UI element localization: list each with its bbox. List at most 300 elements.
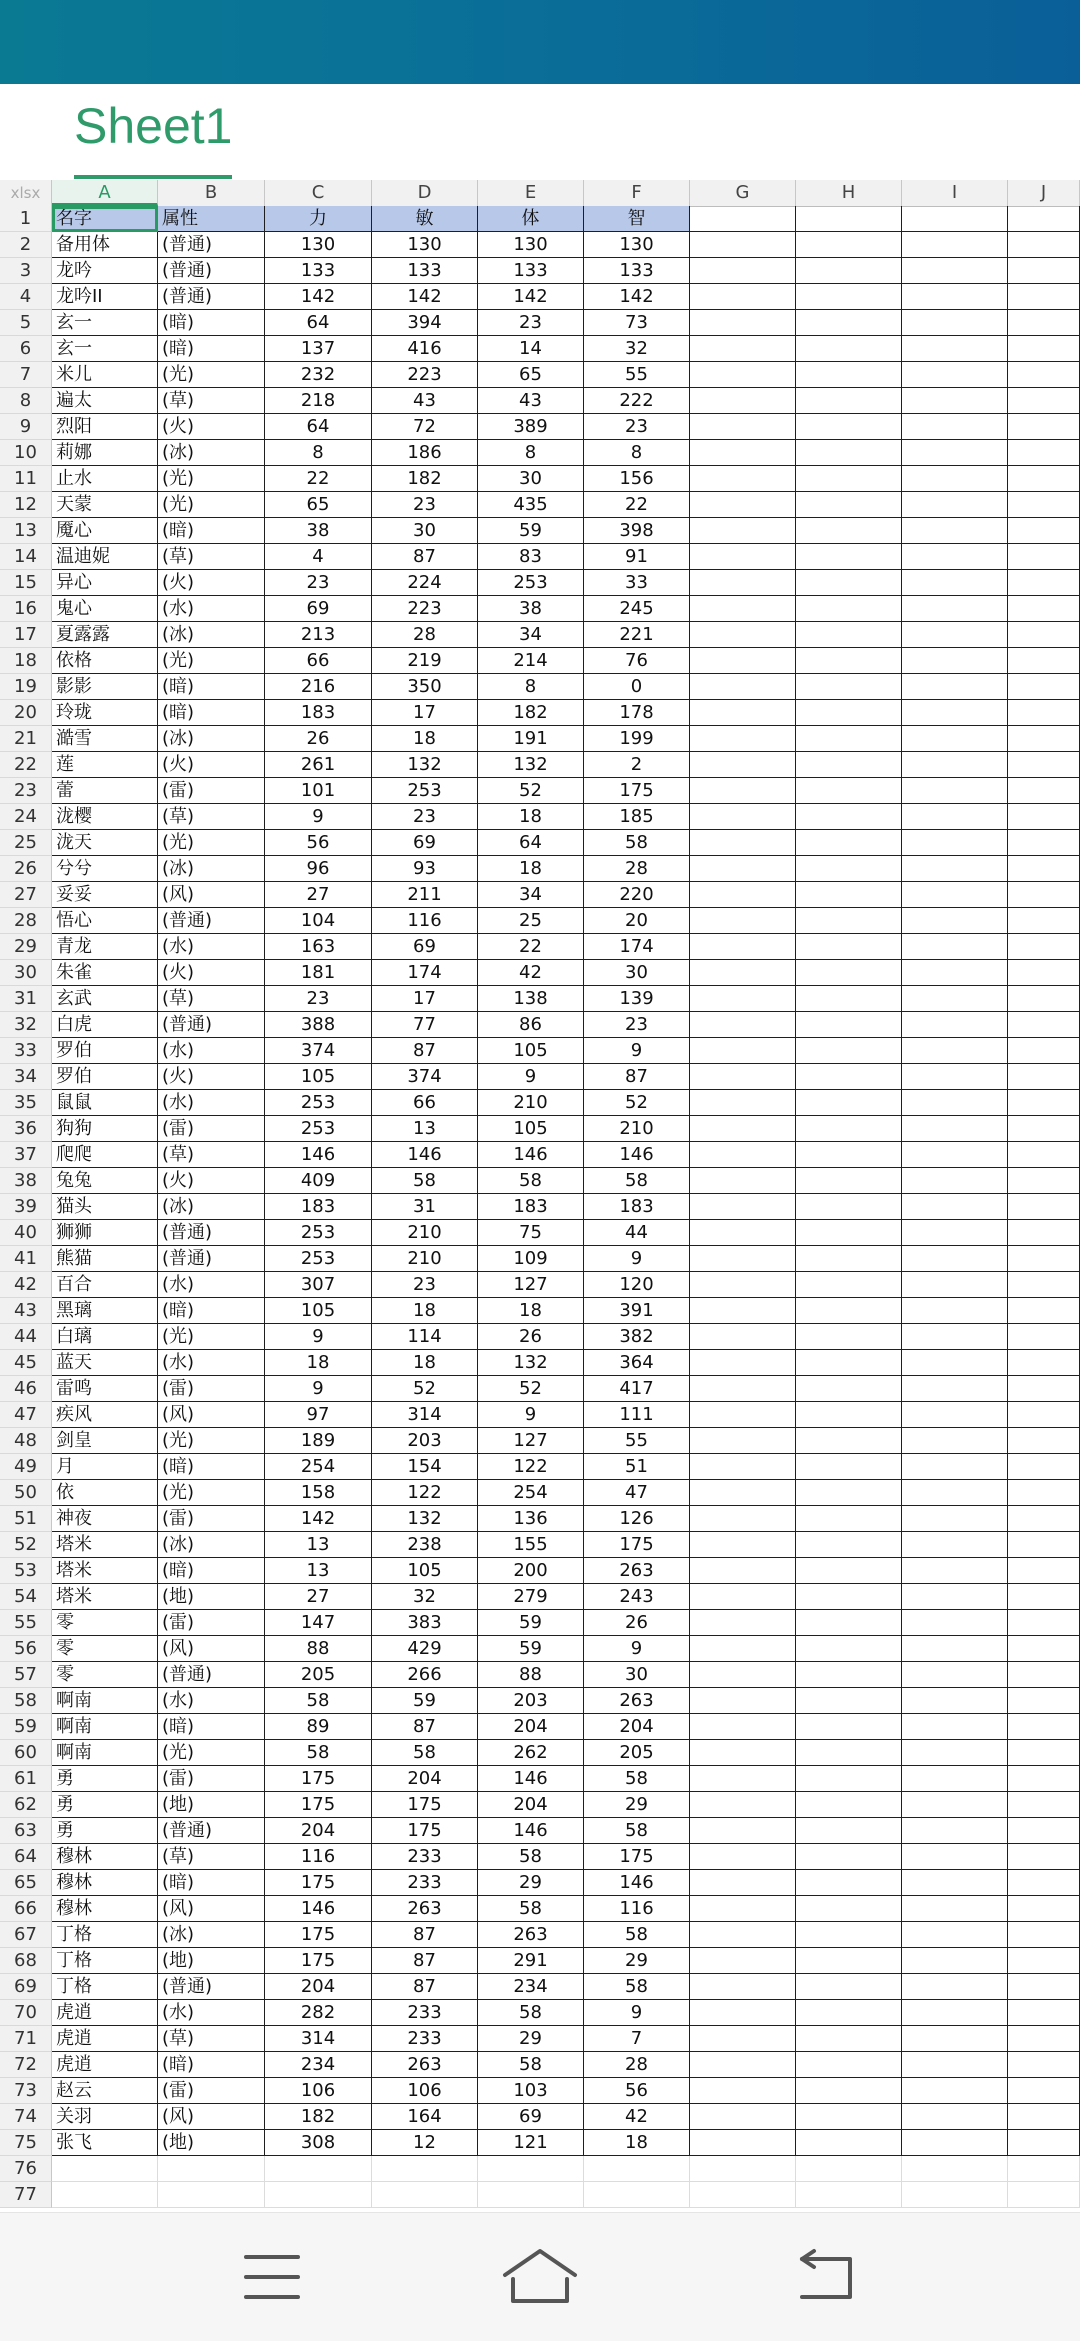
empty-cell[interactable]	[796, 492, 902, 518]
cell-c[interactable]: 69	[265, 596, 372, 622]
empty-cell[interactable]	[690, 1298, 796, 1324]
empty-cell[interactable]	[1008, 1116, 1080, 1142]
cell-d[interactable]: 203	[372, 1428, 478, 1454]
row-number[interactable]: 40	[0, 1220, 52, 1246]
empty-cell[interactable]	[690, 1480, 796, 1506]
column-header-a[interactable]: A	[52, 180, 158, 206]
cell-c[interactable]: 18	[265, 1350, 372, 1376]
empty-cell[interactable]	[1008, 570, 1080, 596]
row-number[interactable]: 12	[0, 492, 52, 518]
cell-b[interactable]: (暗)	[158, 310, 265, 336]
cell-c[interactable]: 146	[265, 1896, 372, 1922]
cell-f[interactable]: 28	[584, 2052, 690, 2078]
cell-f[interactable]: 9	[584, 2000, 690, 2026]
back-button[interactable]	[780, 2237, 870, 2317]
empty-cell[interactable]	[690, 362, 796, 388]
cell-d[interactable]: 77	[372, 1012, 478, 1038]
cell-a[interactable]: 澔雪	[52, 726, 158, 752]
cell-d[interactable]: 142	[372, 284, 478, 310]
cell-e[interactable]: 9	[478, 1064, 584, 1090]
cell-b[interactable]: (地)	[158, 1584, 265, 1610]
empty-cell[interactable]	[690, 1844, 796, 1870]
cell-e[interactable]: 75	[478, 1220, 584, 1246]
empty-cell[interactable]	[902, 986, 1008, 1012]
cell-a[interactable]: 穆林	[52, 1870, 158, 1896]
empty-cell[interactable]	[796, 1428, 902, 1454]
empty-cell[interactable]	[902, 2156, 1008, 2182]
empty-cell[interactable]	[690, 1428, 796, 1454]
empty-cell[interactable]	[796, 752, 902, 778]
empty-cell[interactable]	[902, 1740, 1008, 1766]
cell-b[interactable]: (风)	[158, 882, 265, 908]
cell-a[interactable]: 猫头	[52, 1194, 158, 1220]
cell-d[interactable]: 233	[372, 1844, 478, 1870]
empty-cell[interactable]	[1008, 648, 1080, 674]
empty-cell[interactable]	[1008, 258, 1080, 284]
empty-cell[interactable]	[796, 674, 902, 700]
cell-f[interactable]: 33	[584, 570, 690, 596]
empty-cell[interactable]	[796, 1636, 902, 1662]
cell-a[interactable]: 莲	[52, 752, 158, 778]
cell-e[interactable]: 146	[478, 1142, 584, 1168]
cell-d[interactable]: 175	[372, 1818, 478, 1844]
cell-b[interactable]: (雷)	[158, 1506, 265, 1532]
cell-c[interactable]: 23	[265, 570, 372, 596]
empty-cell[interactable]	[690, 388, 796, 414]
cell-a[interactable]: 依	[52, 1480, 158, 1506]
empty-cell[interactable]	[690, 1090, 796, 1116]
empty-cell[interactable]	[796, 544, 902, 570]
cell-e[interactable]: 64	[478, 830, 584, 856]
row-number[interactable]: 47	[0, 1402, 52, 1428]
cell-e[interactable]: 8	[478, 440, 584, 466]
empty-cell[interactable]	[796, 1376, 902, 1402]
row-number[interactable]: 25	[0, 830, 52, 856]
cell-a[interactable]: 玄一	[52, 336, 158, 362]
empty-cell[interactable]	[1008, 362, 1080, 388]
empty-cell[interactable]	[902, 1870, 1008, 1896]
row-number[interactable]: 66	[0, 1896, 52, 1922]
empty-cell[interactable]	[796, 804, 902, 830]
cell-c[interactable]: 89	[265, 1714, 372, 1740]
cell-f[interactable]: 0	[584, 674, 690, 700]
cell-f[interactable]: 133	[584, 258, 690, 284]
empty-cell[interactable]	[690, 1818, 796, 1844]
cell-a[interactable]: 神夜	[52, 1506, 158, 1532]
cell-f[interactable]: 111	[584, 1402, 690, 1428]
empty-cell[interactable]	[1008, 1324, 1080, 1350]
empty-cell[interactable]	[796, 284, 902, 310]
empty-cell[interactable]	[1008, 1142, 1080, 1168]
empty-cell[interactable]	[1008, 804, 1080, 830]
empty-cell[interactable]	[1008, 440, 1080, 466]
cell-e[interactable]: 146	[478, 1766, 584, 1792]
cell-d[interactable]: 224	[372, 570, 478, 596]
empty-cell[interactable]	[1008, 1766, 1080, 1792]
cell-b[interactable]: (冰)	[158, 1922, 265, 1948]
cell-e[interactable]: 122	[478, 1454, 584, 1480]
empty-cell[interactable]	[1008, 310, 1080, 336]
empty-cell[interactable]	[690, 284, 796, 310]
empty-cell[interactable]	[690, 518, 796, 544]
empty-cell[interactable]	[902, 1116, 1008, 1142]
row-number[interactable]: 48	[0, 1428, 52, 1454]
cell-c[interactable]: 4	[265, 544, 372, 570]
cell-a[interactable]: 米儿	[52, 362, 158, 388]
cell-f[interactable]: 204	[584, 1714, 690, 1740]
empty-cell[interactable]	[796, 1896, 902, 1922]
empty-cell[interactable]	[690, 1324, 796, 1350]
empty-cell[interactable]	[902, 2026, 1008, 2052]
row-number[interactable]: 65	[0, 1870, 52, 1896]
cell-d[interactable]: 18	[372, 1350, 478, 1376]
empty-cell[interactable]	[796, 778, 902, 804]
cell-c[interactable]: 253	[265, 1116, 372, 1142]
cell-a[interactable]: 零	[52, 1662, 158, 1688]
empty-cell[interactable]	[690, 336, 796, 362]
cell-e[interactable]: 18	[478, 804, 584, 830]
cell-e[interactable]: 52	[478, 1376, 584, 1402]
empty-cell[interactable]	[796, 2130, 902, 2156]
empty-cell[interactable]	[796, 1740, 902, 1766]
column-header-j[interactable]: J	[1008, 180, 1080, 206]
empty-cell[interactable]	[796, 570, 902, 596]
cell-b[interactable]: (光)	[158, 1480, 265, 1506]
empty-cell[interactable]	[902, 752, 1008, 778]
cell-b[interactable]: (光)	[158, 362, 265, 388]
cell-f[interactable]: 52	[584, 1090, 690, 1116]
cell-f[interactable]: 146	[584, 1142, 690, 1168]
cell-c[interactable]: 163	[265, 934, 372, 960]
empty-cell[interactable]	[902, 1012, 1008, 1038]
empty-cell[interactable]	[1008, 414, 1080, 440]
cell-a[interactable]: 虎逍	[52, 2000, 158, 2026]
row-number[interactable]: 68	[0, 1948, 52, 1974]
cell-e[interactable]: 18	[478, 1298, 584, 1324]
cell-f[interactable]: 398	[584, 518, 690, 544]
empty-cell[interactable]	[1008, 518, 1080, 544]
cell-c[interactable]: 142	[265, 1506, 372, 1532]
cell-d[interactable]: 69	[372, 830, 478, 856]
empty-cell[interactable]	[902, 1662, 1008, 1688]
cell-c[interactable]: 261	[265, 752, 372, 778]
cell-e[interactable]: 58	[478, 2052, 584, 2078]
empty-cell[interactable]	[690, 1610, 796, 1636]
row-number[interactable]: 59	[0, 1714, 52, 1740]
empty-cell[interactable]	[690, 2182, 796, 2208]
empty-cell[interactable]	[690, 1168, 796, 1194]
empty-cell[interactable]	[796, 1194, 902, 1220]
empty-cell[interactable]	[158, 2156, 265, 2182]
cell-d[interactable]: 211	[372, 882, 478, 908]
row-number[interactable]: 34	[0, 1064, 52, 1090]
cell-e[interactable]: 58	[478, 1168, 584, 1194]
empty-cell[interactable]	[796, 726, 902, 752]
empty-cell[interactable]	[690, 596, 796, 622]
empty-cell[interactable]	[372, 2182, 478, 2208]
empty-cell[interactable]	[690, 544, 796, 570]
cell-f[interactable]: 120	[584, 1272, 690, 1298]
empty-cell[interactable]	[690, 1584, 796, 1610]
cell-d[interactable]: 106	[372, 2078, 478, 2104]
empty-cell[interactable]	[902, 2052, 1008, 2078]
cell-d[interactable]: 175	[372, 1792, 478, 1818]
cell-d[interactable]: 18	[372, 726, 478, 752]
empty-cell[interactable]	[902, 1038, 1008, 1064]
empty-cell[interactable]	[690, 1974, 796, 2000]
cell-d[interactable]: 132	[372, 752, 478, 778]
empty-cell[interactable]	[690, 492, 796, 518]
cell-c[interactable]: 137	[265, 336, 372, 362]
cell-f[interactable]: 185	[584, 804, 690, 830]
cell-a[interactable]: 天蒙	[52, 492, 158, 518]
cell-a[interactable]: 备用体	[52, 232, 158, 258]
empty-cell[interactable]	[690, 310, 796, 336]
cell-f[interactable]: 199	[584, 726, 690, 752]
cell-f[interactable]: 58	[584, 1168, 690, 1194]
empty-cell[interactable]	[902, 1428, 1008, 1454]
cell-c[interactable]: 27	[265, 1584, 372, 1610]
header-cell-b[interactable]: 属性	[158, 206, 265, 232]
empty-cell[interactable]	[690, 2156, 796, 2182]
empty-cell[interactable]	[796, 986, 902, 1012]
cell-d[interactable]: 23	[372, 804, 478, 830]
empty-cell[interactable]	[1008, 700, 1080, 726]
empty-cell[interactable]	[796, 1506, 902, 1532]
row-number[interactable]: 14	[0, 544, 52, 570]
cell-c[interactable]: 218	[265, 388, 372, 414]
cell-d[interactable]: 238	[372, 1532, 478, 1558]
row-number[interactable]: 15	[0, 570, 52, 596]
empty-cell[interactable]	[902, 778, 1008, 804]
cell-b[interactable]: (普通)	[158, 232, 265, 258]
empty-cell[interactable]	[902, 1298, 1008, 1324]
cell-d[interactable]: 186	[372, 440, 478, 466]
cell-d[interactable]: 23	[372, 492, 478, 518]
empty-cell[interactable]	[902, 1610, 1008, 1636]
empty-cell[interactable]	[902, 362, 1008, 388]
empty-cell[interactable]	[902, 336, 1008, 362]
empty-cell[interactable]	[902, 1584, 1008, 1610]
cell-d[interactable]: 146	[372, 1142, 478, 1168]
empty-cell[interactable]	[902, 544, 1008, 570]
empty-cell[interactable]	[1008, 2156, 1080, 2182]
empty-cell[interactable]	[1008, 1090, 1080, 1116]
cell-e[interactable]: 132	[478, 752, 584, 778]
cell-e[interactable]: 204	[478, 1714, 584, 1740]
row-number[interactable]: 23	[0, 778, 52, 804]
cell-f[interactable]: 73	[584, 310, 690, 336]
cell-a[interactable]: 雷鸣	[52, 1376, 158, 1402]
cell-c[interactable]: 64	[265, 310, 372, 336]
empty-cell[interactable]	[796, 1012, 902, 1038]
cell-c[interactable]: 175	[265, 1922, 372, 1948]
empty-cell[interactable]	[1008, 778, 1080, 804]
cell-b[interactable]: (普通)	[158, 1220, 265, 1246]
cell-c[interactable]: 64	[265, 414, 372, 440]
cell-f[interactable]: 9	[584, 1246, 690, 1272]
cell-e[interactable]: 146	[478, 1818, 584, 1844]
cell-b[interactable]: (水)	[158, 1090, 265, 1116]
cell-f[interactable]: 51	[584, 1454, 690, 1480]
cell-e[interactable]: 214	[478, 648, 584, 674]
cell-c[interactable]: 204	[265, 1974, 372, 2000]
cell-d[interactable]: 87	[372, 1948, 478, 1974]
cell-b[interactable]: (暗)	[158, 2052, 265, 2078]
cell-e[interactable]: 105	[478, 1038, 584, 1064]
cell-c[interactable]: 175	[265, 1870, 372, 1896]
column-header-h[interactable]: H	[796, 180, 902, 206]
empty-cell[interactable]	[796, 1324, 902, 1350]
cell-f[interactable]: 174	[584, 934, 690, 960]
cell-a[interactable]: 烈阳	[52, 414, 158, 440]
row-number[interactable]: 18	[0, 648, 52, 674]
cell-d[interactable]: 17	[372, 986, 478, 1012]
empty-cell[interactable]	[1008, 544, 1080, 570]
empty-cell[interactable]	[1008, 1662, 1080, 1688]
empty-cell[interactable]	[1008, 1922, 1080, 1948]
row-number[interactable]: 62	[0, 1792, 52, 1818]
cell-a[interactable]: 莉娜	[52, 440, 158, 466]
cell-f[interactable]: 20	[584, 908, 690, 934]
empty-cell[interactable]	[690, 882, 796, 908]
cell-c[interactable]: 38	[265, 518, 372, 544]
empty-cell[interactable]	[796, 1974, 902, 2000]
cell-d[interactable]: 174	[372, 960, 478, 986]
cell-a[interactable]: 啊南	[52, 1714, 158, 1740]
empty-cell[interactable]	[796, 232, 902, 258]
empty-cell[interactable]	[796, 1116, 902, 1142]
cell-f[interactable]: 22	[584, 492, 690, 518]
row-number[interactable]: 52	[0, 1532, 52, 1558]
empty-cell[interactable]	[690, 1714, 796, 1740]
empty-cell[interactable]	[690, 1922, 796, 1948]
empty-cell[interactable]	[902, 648, 1008, 674]
cell-f[interactable]: 56	[584, 2078, 690, 2104]
cell-d[interactable]: 394	[372, 310, 478, 336]
empty-cell[interactable]	[265, 2156, 372, 2182]
cell-a[interactable]: 青龙	[52, 934, 158, 960]
cell-b[interactable]: (火)	[158, 960, 265, 986]
cell-f[interactable]: 178	[584, 700, 690, 726]
cell-c[interactable]: 23	[265, 986, 372, 1012]
empty-cell[interactable]	[796, 1844, 902, 1870]
empty-cell[interactable]	[796, 1090, 902, 1116]
empty-cell[interactable]	[690, 206, 796, 232]
cell-c[interactable]: 307	[265, 1272, 372, 1298]
cell-b[interactable]: (雷)	[158, 778, 265, 804]
empty-cell[interactable]	[584, 2182, 690, 2208]
empty-cell[interactable]	[902, 726, 1008, 752]
cell-c[interactable]: 183	[265, 1194, 372, 1220]
row-number[interactable]: 43	[0, 1298, 52, 1324]
empty-cell[interactable]	[902, 1844, 1008, 1870]
cell-a[interactable]: 蕾	[52, 778, 158, 804]
empty-cell[interactable]	[1008, 388, 1080, 414]
empty-cell[interactable]	[902, 856, 1008, 882]
empty-cell[interactable]	[690, 1194, 796, 1220]
cell-f[interactable]: 58	[584, 1974, 690, 2000]
cell-f[interactable]: 44	[584, 1220, 690, 1246]
cell-d[interactable]: 429	[372, 1636, 478, 1662]
row-number[interactable]: 19	[0, 674, 52, 700]
cell-e[interactable]: 121	[478, 2130, 584, 2156]
empty-cell[interactable]	[1008, 622, 1080, 648]
cell-e[interactable]: 133	[478, 258, 584, 284]
cell-f[interactable]: 243	[584, 1584, 690, 1610]
empty-cell[interactable]	[902, 908, 1008, 934]
row-number[interactable]: 61	[0, 1766, 52, 1792]
empty-cell[interactable]	[1008, 1740, 1080, 1766]
cell-f[interactable]: 205	[584, 1740, 690, 1766]
empty-cell[interactable]	[902, 1402, 1008, 1428]
row-number[interactable]: 35	[0, 1090, 52, 1116]
row-number[interactable]: 63	[0, 1818, 52, 1844]
cell-c[interactable]: 27	[265, 882, 372, 908]
empty-cell[interactable]	[902, 1714, 1008, 1740]
cell-e[interactable]: 86	[478, 1012, 584, 1038]
empty-cell[interactable]	[902, 804, 1008, 830]
row-number[interactable]: 76	[0, 2156, 52, 2182]
cell-b[interactable]: (火)	[158, 414, 265, 440]
cell-f[interactable]: 183	[584, 1194, 690, 1220]
empty-cell[interactable]	[1008, 882, 1080, 908]
empty-cell[interactable]	[1008, 1792, 1080, 1818]
cell-d[interactable]: 87	[372, 1038, 478, 1064]
cell-a[interactable]: 勇	[52, 1792, 158, 1818]
cell-d[interactable]: 314	[372, 1402, 478, 1428]
empty-cell[interactable]	[690, 466, 796, 492]
cell-f[interactable]: 23	[584, 414, 690, 440]
cell-b[interactable]: (草)	[158, 986, 265, 1012]
cell-a[interactable]: 零	[52, 1636, 158, 1662]
cell-d[interactable]: 31	[372, 1194, 478, 1220]
cell-d[interactable]: 58	[372, 1740, 478, 1766]
cell-a[interactable]: 穆林	[52, 1896, 158, 1922]
cell-e[interactable]: 59	[478, 1610, 584, 1636]
cell-a[interactable]: 虎逍	[52, 2026, 158, 2052]
cell-f[interactable]: 126	[584, 1506, 690, 1532]
empty-cell[interactable]	[796, 1298, 902, 1324]
cell-b[interactable]: (火)	[158, 1064, 265, 1090]
cell-a[interactable]: 玲珑	[52, 700, 158, 726]
empty-cell[interactable]	[796, 700, 902, 726]
cell-b[interactable]: (草)	[158, 804, 265, 830]
cell-d[interactable]: 87	[372, 1974, 478, 2000]
cell-e[interactable]: 136	[478, 1506, 584, 1532]
cell-a[interactable]: 勇	[52, 1818, 158, 1844]
cell-c[interactable]: 189	[265, 1428, 372, 1454]
row-number[interactable]: 1	[0, 206, 52, 232]
cell-e[interactable]: 59	[478, 1636, 584, 1662]
cell-d[interactable]: 18	[372, 1298, 478, 1324]
empty-cell[interactable]	[1008, 1896, 1080, 1922]
cell-f[interactable]: 263	[584, 1558, 690, 1584]
cell-a[interactable]: 穆林	[52, 1844, 158, 1870]
empty-cell[interactable]	[902, 596, 1008, 622]
empty-cell[interactable]	[796, 1948, 902, 1974]
cell-f[interactable]: 76	[584, 648, 690, 674]
empty-cell[interactable]	[690, 674, 796, 700]
cell-c[interactable]: 314	[265, 2026, 372, 2052]
empty-cell[interactable]	[1008, 1818, 1080, 1844]
cell-d[interactable]: 219	[372, 648, 478, 674]
empty-cell[interactable]	[902, 1376, 1008, 1402]
empty-cell[interactable]	[690, 1870, 796, 1896]
empty-cell[interactable]	[1008, 232, 1080, 258]
cell-d[interactable]: 43	[372, 388, 478, 414]
empty-cell[interactable]	[1008, 1610, 1080, 1636]
